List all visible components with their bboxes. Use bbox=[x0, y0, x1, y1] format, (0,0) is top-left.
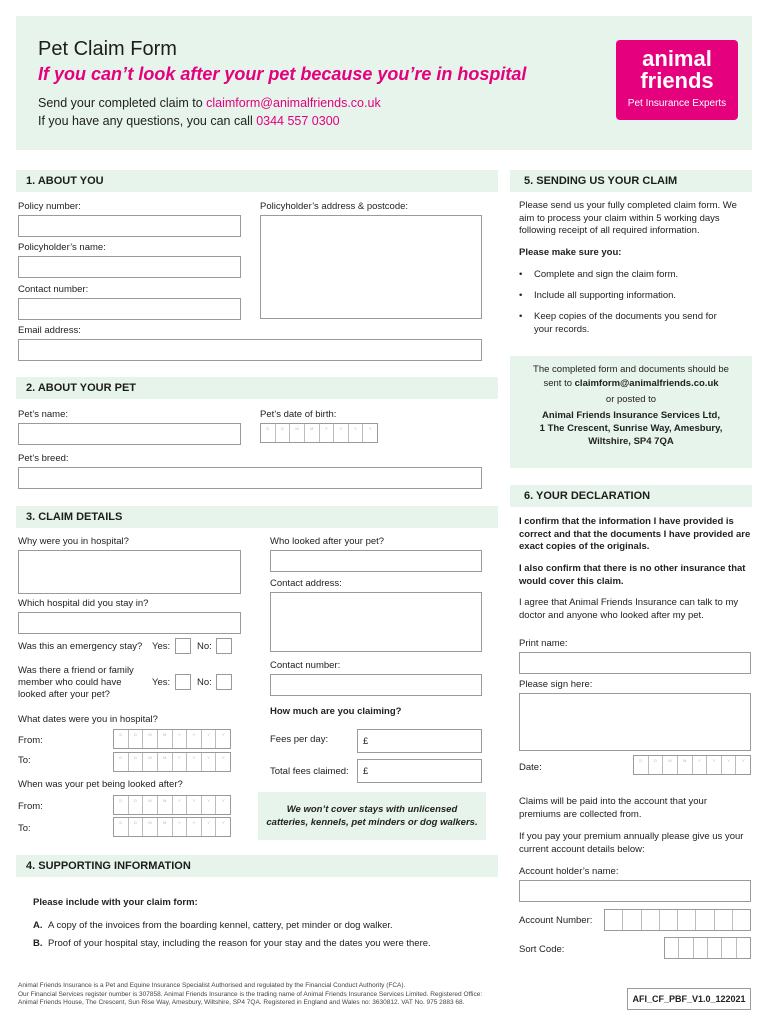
declaration-3: I agree that Animal Friends Insurance can talk to my doctor and anyone who looked after my pet. bbox=[519, 597, 739, 621]
claim-email-link[interactable]: claimform@animalfriends.co.uk bbox=[206, 96, 381, 110]
friend-no-label: No: bbox=[197, 677, 212, 688]
account-holder-label: Account holder’s name: bbox=[519, 866, 619, 877]
care-to-date-field[interactable]: D D M M Y Y Y Y bbox=[113, 817, 231, 837]
section-sending-claim-heading: 5. SENDING US YOUR CLAIM bbox=[510, 170, 752, 192]
policy-number-field[interactable] bbox=[18, 215, 241, 237]
account-number-field[interactable] bbox=[604, 909, 751, 931]
how-much-label: How much are you claiming? bbox=[270, 706, 402, 717]
friend-yes-label: Yes: bbox=[152, 677, 171, 688]
hospital-from-date-field[interactable]: D D M M Y Y Y Y bbox=[113, 729, 231, 749]
unlicensed-notice: We won’t cover stays with unlicensed catteries, kennels, pet minders or dog walkers. bbox=[266, 804, 478, 828]
section-declaration-heading: 6. YOUR DECLARATION bbox=[510, 485, 752, 507]
send-to-box: The completed form and documents should be sent to claimform@animalfriends.co.uk or posted to Animal Friends Insurance Services Ltd, 1 The Crescent, Sunrise Way, Amesbury, Wiltshire, SP4 7QA bbox=[510, 356, 752, 468]
address-field[interactable] bbox=[260, 215, 482, 319]
declaration-date-label: Date: bbox=[519, 762, 542, 773]
annual-payment-text: If you pay your premium annually please give us your current account details below: bbox=[519, 831, 744, 855]
bullet-dot: • bbox=[519, 311, 523, 322]
sort-code-field[interactable] bbox=[664, 937, 751, 959]
page-title: Pet Claim Form bbox=[38, 38, 177, 60]
bullet-item: Keep copies of the documents you send for your records. bbox=[534, 311, 717, 335]
hospital-to-date-field[interactable]: D D M M Y Y Y Y bbox=[113, 752, 231, 772]
who-looked-label: Who looked after your pet? bbox=[270, 536, 385, 547]
care-from-label: From: bbox=[18, 801, 43, 812]
address-label: Policyholder’s address & postcode: bbox=[260, 201, 409, 212]
pet-dob-date-field[interactable]: D D M M Y Y Y Y bbox=[260, 423, 378, 443]
signature-field[interactable] bbox=[519, 693, 751, 751]
why-hospital-field[interactable] bbox=[18, 550, 241, 594]
name-label: Policyholder’s name: bbox=[18, 242, 106, 253]
contact-address-label: Contact address: bbox=[270, 578, 342, 589]
print-name-field[interactable] bbox=[519, 652, 751, 674]
form-version-code: AFI_CF_PBF_V1.0_122021 bbox=[627, 988, 751, 1010]
total-fees-label: Total fees claimed: bbox=[270, 766, 349, 777]
emergency-no-label: No: bbox=[197, 641, 212, 652]
friend-no-checkbox[interactable] bbox=[216, 674, 232, 690]
pet-name-field[interactable] bbox=[18, 423, 241, 445]
pet-name-label: Pet’s name: bbox=[18, 409, 68, 420]
emergency-no-checkbox[interactable] bbox=[216, 638, 232, 654]
make-sure-heading: Please make sure you: bbox=[519, 247, 622, 258]
fees-per-day-label: Fees per day: bbox=[270, 734, 329, 745]
item-b-text: Proof of your hospital stay, including the reason for your stay and the dates you were there. bbox=[48, 938, 431, 949]
print-name-label: Print name: bbox=[519, 638, 568, 649]
currency-symbol: £ bbox=[363, 766, 369, 777]
hospital-from-label: From: bbox=[18, 735, 43, 746]
when-looked-label: When was your pet being looked after? bbox=[18, 779, 183, 790]
send-instruction: Send your completed claim to claimform@animalfriends.co.uk bbox=[38, 96, 381, 110]
bullet-dot: • bbox=[519, 269, 523, 280]
which-hospital-field[interactable] bbox=[18, 612, 241, 634]
phone-number[interactable]: 0344 557 0300 bbox=[256, 114, 340, 128]
currency-symbol: £ bbox=[363, 736, 369, 747]
carer-contact-number-field[interactable] bbox=[270, 674, 482, 696]
friend-yes-checkbox[interactable] bbox=[175, 674, 191, 690]
bullet-item: Complete and sign the claim form. bbox=[534, 269, 679, 280]
item-a-text: A copy of the invoices from the boarding kennel, cattery, pet minder or dog walker. bbox=[48, 920, 393, 931]
section-claim-details-heading: 3. CLAIM DETAILS bbox=[16, 506, 498, 528]
fees-per-day-field[interactable] bbox=[357, 729, 482, 753]
section-supporting-info-heading: 4. SUPPORTING INFORMATION bbox=[16, 855, 498, 877]
declaration-date-field[interactable]: D D M M Y Y Y Y bbox=[633, 755, 751, 775]
animal-friends-logo: animal friends Pet Insurance Experts bbox=[616, 40, 738, 120]
claims-paid-text: Claims will be paid into the account that your premiums are collected from. bbox=[519, 796, 707, 820]
unlicensed-notice-box bbox=[258, 792, 486, 840]
care-to-label: To: bbox=[18, 823, 31, 834]
account-number-label: Account Number: bbox=[519, 915, 593, 926]
care-from-date-field[interactable]: D D M M Y Y Y Y bbox=[113, 795, 231, 815]
contact-number-field[interactable] bbox=[18, 298, 241, 320]
signature-label: Please sign here: bbox=[519, 679, 593, 690]
bullet-dot: • bbox=[519, 290, 523, 301]
policy-number-label: Policy number: bbox=[18, 201, 81, 212]
email-field[interactable] bbox=[18, 339, 482, 361]
account-holder-field[interactable] bbox=[519, 880, 751, 902]
sort-code-label: Sort Code: bbox=[519, 944, 565, 955]
declaration-2: I also confirm that there is no other insurance that would cover this claim. bbox=[519, 563, 746, 587]
section-about-you-heading: 1. ABOUT YOU bbox=[16, 170, 498, 192]
contact-address-field[interactable] bbox=[270, 592, 482, 652]
emergency-label: Was this an emergency stay? bbox=[18, 641, 143, 652]
page-subtitle: If you can’t look after your pet because you’re in hospital bbox=[38, 64, 527, 84]
sending-paragraph: Please send us your fully completed claim form. We aim to process your claim within 5 working days following receipt of all required information. bbox=[519, 200, 737, 236]
hospital-to-label: To: bbox=[18, 755, 31, 766]
emergency-yes-checkbox[interactable] bbox=[175, 638, 191, 654]
who-looked-field[interactable] bbox=[270, 550, 482, 572]
send-to-email[interactable]: claimform@animalfriends.co.uk bbox=[574, 378, 719, 389]
contact-number-label: Contact number: bbox=[18, 284, 89, 295]
pet-breed-label: Pet’s breed: bbox=[18, 453, 69, 464]
total-fees-field[interactable] bbox=[357, 759, 482, 783]
which-hospital-label: Which hospital did you stay in? bbox=[18, 598, 149, 609]
hospital-dates-label: What dates were you in hospital? bbox=[18, 714, 158, 725]
email-label: Email address: bbox=[18, 325, 81, 336]
name-field[interactable] bbox=[18, 256, 241, 278]
supporting-intro: Please include with your claim form: bbox=[33, 897, 198, 908]
footer-legal: Animal Friends Insurance is a Pet and Equine Insurance Specialist Authorised and regulated by the Financial Conduct Authority (FCA). Our Financial Services register number is 307858. Animal Friends Insurance is the trading name of Animal Friends Insurance Services Limited. Registered Office: Animal Friends House, The Crescent, Sun Rise Way, Amesbury, Wiltshire, SP4 7QA. Registered in England and Wales no: 3630812. VAT No. 975 2883 68. bbox=[18, 982, 483, 1006]
section-about-pet-heading: 2. ABOUT YOUR PET bbox=[16, 377, 498, 399]
item-a-marker: A. bbox=[33, 920, 43, 931]
emergency-yes-label: Yes: bbox=[152, 641, 171, 652]
pet-breed-field[interactable] bbox=[18, 467, 482, 489]
pet-dob-label: Pet’s date of birth: bbox=[260, 409, 337, 420]
item-b-marker: B. bbox=[33, 938, 43, 949]
friend-question: Was there a friend or family member who could have looked after your pet? bbox=[18, 665, 134, 700]
why-hospital-label: Why were you in hospital? bbox=[18, 536, 129, 547]
bullet-item: Include all supporting information. bbox=[534, 290, 677, 301]
questions-line: If you have any questions, you can call 0344 557 0300 bbox=[38, 114, 340, 128]
carer-contact-number-label: Contact number: bbox=[270, 660, 341, 671]
declaration-1: I confirm that the information I have provided is correct and that the documents I have provided are exact copies of the originals. bbox=[519, 516, 751, 552]
